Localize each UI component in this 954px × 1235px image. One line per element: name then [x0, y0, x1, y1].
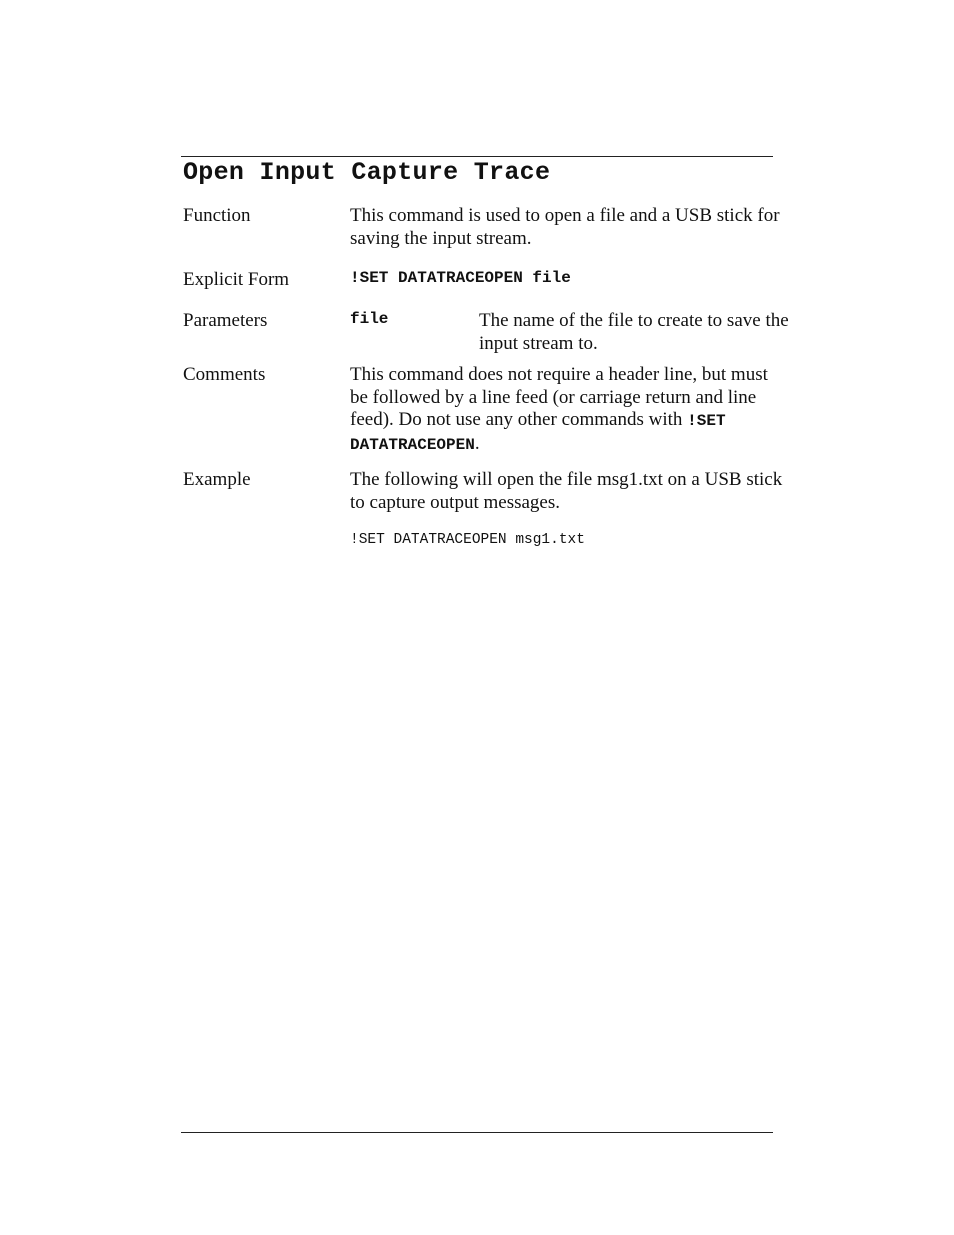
example-code: !SET DATATRACEOPEN msg1.txt	[350, 532, 585, 548]
parameter-name: file	[350, 310, 389, 328]
comments-trailing: .	[474, 432, 480, 454]
footer-rule	[181, 1132, 773, 1133]
comments-body: This command does not require a header line, but must be followed by a line feed (or carriage return and line feed). Do not use any other commands with	[350, 364, 768, 430]
parameters-label: Parameters	[183, 310, 268, 331]
function-text: This command is used to open a file and a USB stick for saving the input stream.	[350, 205, 780, 249]
parameter-description: The name of the file to create to save the input stream to.	[479, 310, 789, 354]
explicit-form-code: !SET DATATRACEOPEN file	[350, 269, 571, 287]
comments-command: !SET DATATRACEOPEN	[350, 412, 726, 454]
page-title: Open Input Capture Trace	[183, 158, 551, 187]
example-label: Example	[183, 469, 251, 490]
comments-label: Comments	[183, 364, 266, 385]
example-text: The following will open the file msg1.txt on a USB stick to capture output messages.	[350, 469, 783, 513]
comments-text	[350, 364, 790, 456]
function-label: Function	[183, 205, 251, 226]
explicit-form-label: Explicit Form	[183, 269, 290, 290]
